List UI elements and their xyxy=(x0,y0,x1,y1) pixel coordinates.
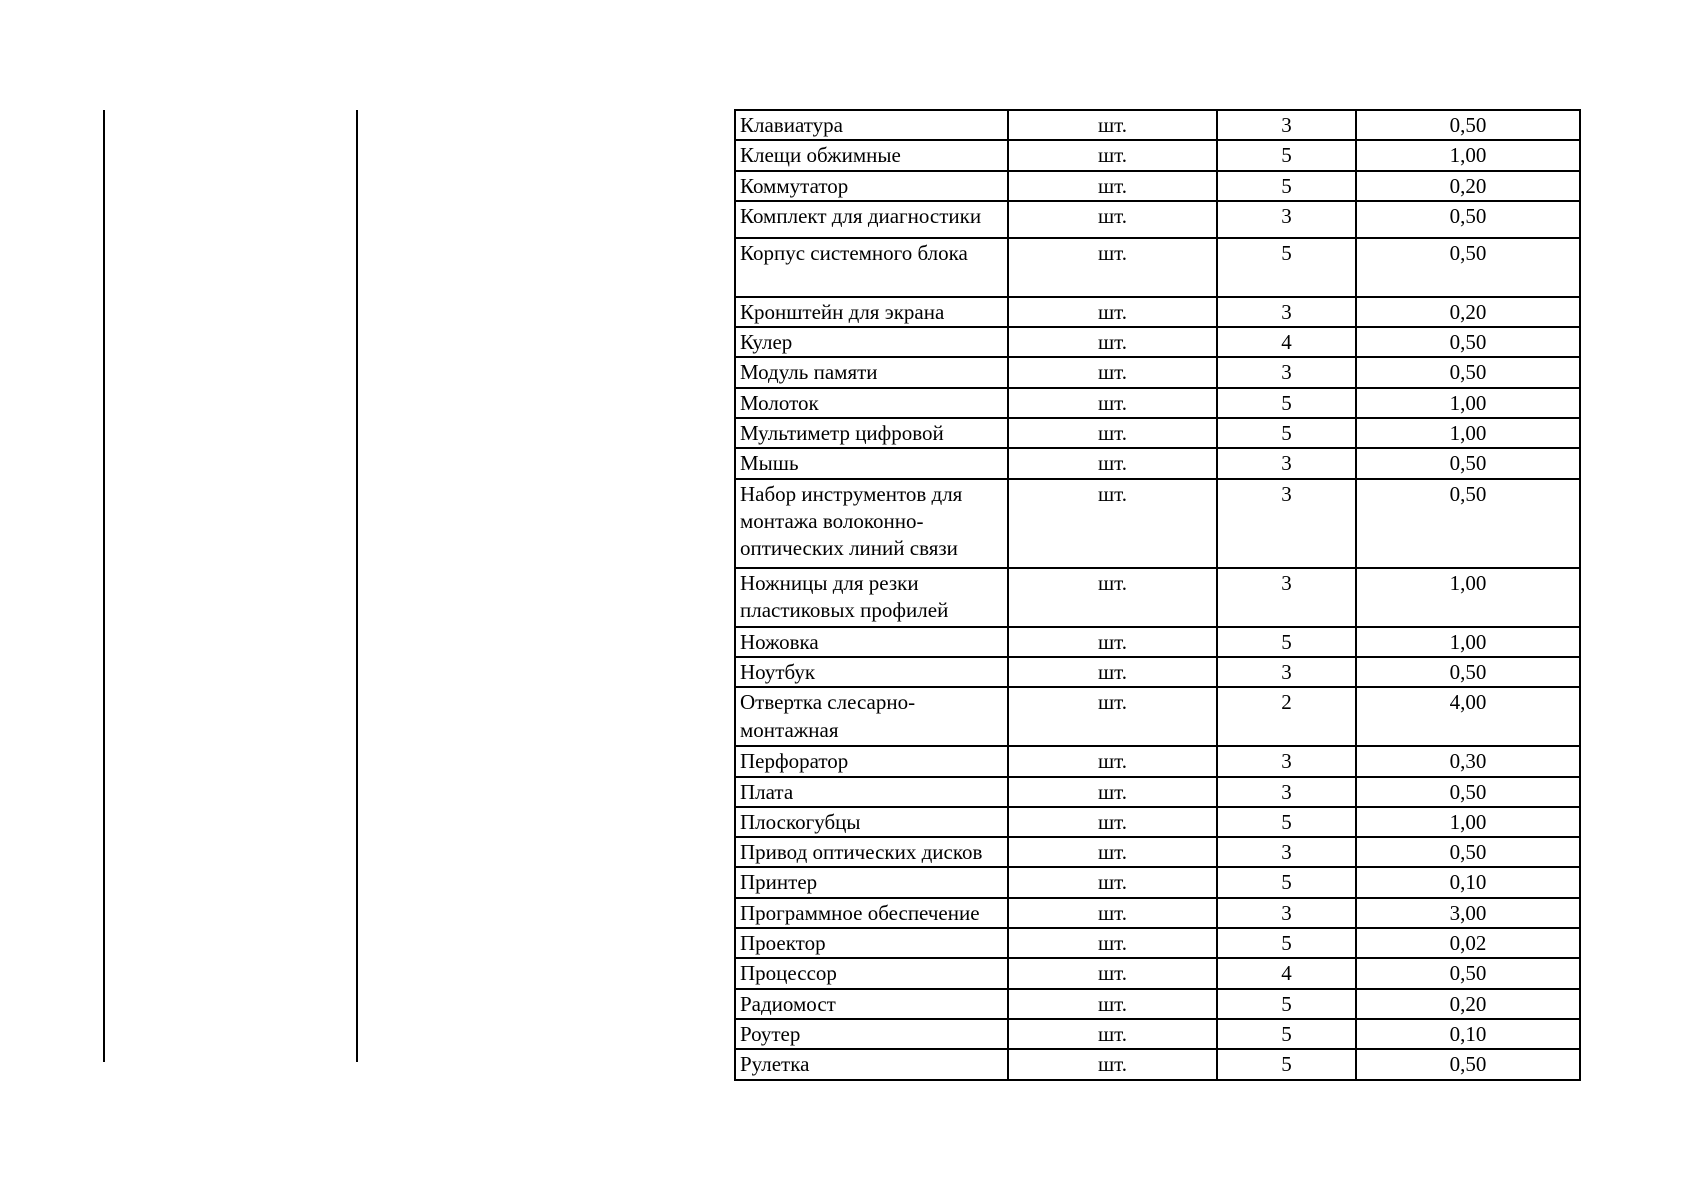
item-name-cell: Молоток xyxy=(735,388,1008,418)
table-row xyxy=(735,1019,1580,1049)
item-value-cell: 0,50 xyxy=(1356,837,1580,867)
item-value-cell: 0,10 xyxy=(1356,867,1580,897)
item-quantity-cell: 3 xyxy=(1217,657,1356,687)
item-name-cell: Клещи обжимные xyxy=(735,140,1008,170)
item-name-cell: Кронштейн для экрана xyxy=(735,297,1008,327)
item-quantity-cell: 5 xyxy=(1217,928,1356,958)
table-row xyxy=(735,958,1580,988)
item-name-cell: Коммутатор xyxy=(735,171,1008,201)
item-name-cell: Рулетка xyxy=(735,1049,1008,1079)
item-unit-cell: шт. xyxy=(1008,777,1217,807)
item-name-cell: Клавиатура xyxy=(735,110,1008,140)
item-name-cell: Ножовка xyxy=(735,627,1008,657)
item-name-cell: Программное обеспечение xyxy=(735,898,1008,928)
item-value-cell: 1,00 xyxy=(1356,388,1580,418)
item-quantity-cell: 5 xyxy=(1217,867,1356,897)
item-name-cell: Отвертка слесарно-монтажная xyxy=(735,687,1008,746)
item-unit-cell: шт. xyxy=(1008,958,1217,988)
item-unit-cell: шт. xyxy=(1008,867,1217,897)
item-unit-cell: шт. xyxy=(1008,837,1217,867)
item-name-cell: Кулер xyxy=(735,327,1008,357)
item-name-cell: Мышь xyxy=(735,448,1008,478)
table-row xyxy=(735,327,1580,357)
table-row xyxy=(735,568,1580,627)
item-unit-cell: шт. xyxy=(1008,327,1217,357)
item-unit-cell: шт. xyxy=(1008,357,1217,387)
item-name-cell: Ноутбук xyxy=(735,657,1008,687)
item-name-cell: Набор инструментов для монтажа волоконно-оптических линий связи xyxy=(735,479,1008,568)
table-row xyxy=(735,201,1580,238)
item-quantity-cell: 2 xyxy=(1217,687,1356,746)
item-quantity-cell: 5 xyxy=(1217,1049,1356,1079)
item-unit-cell: шт. xyxy=(1008,171,1217,201)
item-name-cell: Роутер xyxy=(735,1019,1008,1049)
item-unit-cell: шт. xyxy=(1008,1019,1217,1049)
table-row xyxy=(735,777,1580,807)
item-quantity-cell: 5 xyxy=(1217,989,1356,1019)
item-value-cell: 0,50 xyxy=(1356,357,1580,387)
item-value-cell: 0,50 xyxy=(1356,327,1580,357)
item-value-cell: 1,00 xyxy=(1356,418,1580,448)
item-value-cell: 1,00 xyxy=(1356,568,1580,627)
item-unit-cell: шт. xyxy=(1008,898,1217,928)
item-quantity-cell: 3 xyxy=(1217,746,1356,776)
table-row xyxy=(735,1049,1580,1079)
equipment-table xyxy=(734,109,1581,1081)
item-name-cell: Плата xyxy=(735,777,1008,807)
item-value-cell: 0,20 xyxy=(1356,171,1580,201)
item-quantity-cell: 5 xyxy=(1217,1019,1356,1049)
item-quantity-cell: 3 xyxy=(1217,898,1356,928)
item-value-cell: 3,00 xyxy=(1356,898,1580,928)
item-unit-cell: шт. xyxy=(1008,448,1217,478)
item-name-cell: Ножницы для резки пластиковых профилей xyxy=(735,568,1008,627)
item-name-cell: Процессор xyxy=(735,958,1008,988)
item-value-cell: 0,10 xyxy=(1356,1019,1580,1049)
item-value-cell: 0,50 xyxy=(1356,201,1580,238)
item-unit-cell: шт. xyxy=(1008,627,1217,657)
item-name-cell: Радиомост xyxy=(735,989,1008,1019)
item-quantity-cell: 3 xyxy=(1217,448,1356,478)
item-quantity-cell: 3 xyxy=(1217,357,1356,387)
table-row xyxy=(735,989,1580,1019)
item-unit-cell: шт. xyxy=(1008,238,1217,297)
item-quantity-cell: 5 xyxy=(1217,418,1356,448)
item-quantity-cell: 3 xyxy=(1217,201,1356,238)
item-quantity-cell: 3 xyxy=(1217,568,1356,627)
item-unit-cell: шт. xyxy=(1008,746,1217,776)
item-unit-cell: шт. xyxy=(1008,1049,1217,1079)
item-value-cell: 0,20 xyxy=(1356,989,1580,1019)
item-quantity-cell: 5 xyxy=(1217,238,1356,297)
table-row xyxy=(735,807,1580,837)
item-value-cell: 0,50 xyxy=(1356,777,1580,807)
item-value-cell: 0,20 xyxy=(1356,297,1580,327)
table-row xyxy=(735,110,1580,140)
item-name-cell: Принтер xyxy=(735,867,1008,897)
table-row xyxy=(735,837,1580,867)
table-row xyxy=(735,140,1580,170)
table-row xyxy=(735,898,1580,928)
item-unit-cell: шт. xyxy=(1008,388,1217,418)
item-unit-cell: шт. xyxy=(1008,568,1217,627)
item-value-cell: 1,00 xyxy=(1356,140,1580,170)
item-value-cell: 0,50 xyxy=(1356,1049,1580,1079)
table-row xyxy=(735,657,1580,687)
table-row xyxy=(735,171,1580,201)
table-row xyxy=(735,627,1580,657)
item-quantity-cell: 5 xyxy=(1217,627,1356,657)
item-value-cell: 0,02 xyxy=(1356,928,1580,958)
item-value-cell: 4,00 xyxy=(1356,687,1580,746)
item-quantity-cell: 5 xyxy=(1217,171,1356,201)
item-name-cell: Плоскогубцы xyxy=(735,807,1008,837)
table-row xyxy=(735,238,1580,297)
item-name-cell: Привод оптических дисков xyxy=(735,837,1008,867)
item-unit-cell: шт. xyxy=(1008,657,1217,687)
item-quantity-cell: 5 xyxy=(1217,140,1356,170)
item-value-cell: 0,50 xyxy=(1356,657,1580,687)
table-row xyxy=(735,479,1580,568)
item-quantity-cell: 3 xyxy=(1217,110,1356,140)
item-unit-cell: шт. xyxy=(1008,928,1217,958)
item-quantity-cell: 4 xyxy=(1217,327,1356,357)
table-row xyxy=(735,687,1580,746)
item-unit-cell: шт. xyxy=(1008,687,1217,746)
item-name-cell: Комплект для диагностики xyxy=(735,201,1008,238)
item-quantity-cell: 5 xyxy=(1217,388,1356,418)
item-unit-cell: шт. xyxy=(1008,140,1217,170)
item-unit-cell: шт. xyxy=(1008,989,1217,1019)
item-value-cell: 0,50 xyxy=(1356,110,1580,140)
table-row xyxy=(735,418,1580,448)
item-name-cell: Перфоратор xyxy=(735,746,1008,776)
item-unit-cell: шт. xyxy=(1008,479,1217,568)
item-unit-cell: шт. xyxy=(1008,297,1217,327)
table-row xyxy=(735,867,1580,897)
item-value-cell: 1,00 xyxy=(1356,807,1580,837)
item-unit-cell: шт. xyxy=(1008,110,1217,140)
table-row xyxy=(735,928,1580,958)
left-column-border-line xyxy=(103,110,105,1062)
item-unit-cell: шт. xyxy=(1008,807,1217,837)
item-value-cell: 0,50 xyxy=(1356,448,1580,478)
item-value-cell: 0,30 xyxy=(1356,746,1580,776)
item-quantity-cell: 3 xyxy=(1217,297,1356,327)
item-unit-cell: шт. xyxy=(1008,418,1217,448)
item-unit-cell: шт. xyxy=(1008,201,1217,238)
item-value-cell: 0,50 xyxy=(1356,958,1580,988)
table-row xyxy=(735,297,1580,327)
table-row xyxy=(735,357,1580,387)
item-quantity-cell: 3 xyxy=(1217,837,1356,867)
second-column-border-line xyxy=(356,110,358,1062)
item-quantity-cell: 3 xyxy=(1217,777,1356,807)
item-name-cell: Проектор xyxy=(735,928,1008,958)
item-name-cell: Корпус системного блока xyxy=(735,238,1008,297)
item-quantity-cell: 4 xyxy=(1217,958,1356,988)
item-quantity-cell: 3 xyxy=(1217,479,1356,568)
item-quantity-cell: 5 xyxy=(1217,807,1356,837)
item-name-cell: Модуль памяти xyxy=(735,357,1008,387)
table-row xyxy=(735,746,1580,776)
item-value-cell: 0,50 xyxy=(1356,238,1580,297)
item-name-cell: Мультиметр цифровой xyxy=(735,418,1008,448)
table-row xyxy=(735,448,1580,478)
item-value-cell: 0,50 xyxy=(1356,479,1580,568)
item-value-cell: 1,00 xyxy=(1356,627,1580,657)
table-row xyxy=(735,388,1580,418)
